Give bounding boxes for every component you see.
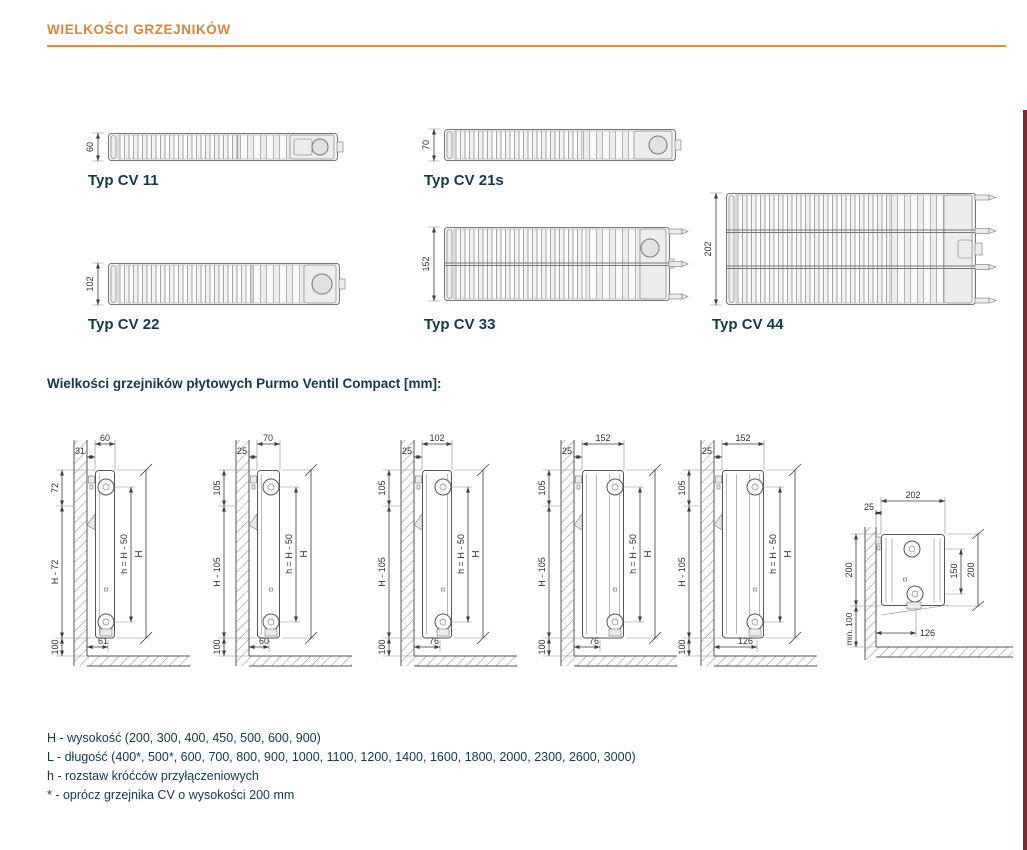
dim-bottom: 76 xyxy=(429,636,440,646)
cv33-pipe-stubs xyxy=(669,229,688,299)
dim-bottom: 61 xyxy=(98,636,109,646)
note-asterisk: * - oprócz grzejnika CV o wysokości 200 mm xyxy=(47,788,295,802)
dim-right-outer: 200 xyxy=(966,562,976,578)
cv21s-depth-dim: 70 xyxy=(421,139,431,151)
dim-gap: 25 xyxy=(401,446,412,456)
cv22-depth-dim: 102 xyxy=(85,276,95,292)
dim-gap: 31 xyxy=(74,446,85,456)
dim-left-bottom: 100 xyxy=(537,639,547,655)
note-connection-spacing: h - rozstaw króćców przyłączeniowych xyxy=(47,769,259,783)
dim-H: H xyxy=(783,550,794,558)
cv11-label: Typ CV 11 xyxy=(88,172,159,189)
dim-bottom: 76 xyxy=(589,636,600,646)
dim-left-top: 105 xyxy=(677,480,687,496)
cv11-connector-stub xyxy=(337,142,343,152)
dim-left-top: 105 xyxy=(212,480,222,496)
cv22-top-view-drawing xyxy=(82,256,348,312)
side-view-diagram-cv11 xyxy=(48,430,180,670)
dim-left-bottom: 100 xyxy=(677,639,687,655)
dim-depth: 152 xyxy=(735,433,751,443)
dim-left-mid: H - 72 xyxy=(50,559,60,585)
dim-depth: 60 xyxy=(99,433,111,443)
section-heading: Wielkości grzejników płytowych Purmo Ventil Compact [mm]: xyxy=(47,376,442,391)
dim-left-top: 200 xyxy=(844,562,854,578)
note-length: L - długość (400*, 500*, 600, 700, 800, 900, 1000, 1100, 1200, 1400, 1600, 1800, 2000, 2300, 2600, 3000) xyxy=(47,750,636,764)
dim-left-bottom: 100 xyxy=(377,639,387,655)
dim-gap: 25 xyxy=(561,446,572,456)
cv33-top-view-drawing xyxy=(418,220,690,312)
legend-notes xyxy=(47,729,636,805)
dim-left-top: 72 xyxy=(50,482,60,494)
dim-h: h = H - 50 xyxy=(284,534,294,574)
cv22-label: Typ CV 22 xyxy=(88,316,160,333)
cv11-top-view-drawing xyxy=(82,126,344,172)
corner-view-diagram xyxy=(845,463,1025,668)
dim-left-bottom: 100 xyxy=(212,639,222,655)
cv33-depth-dim: 152 xyxy=(421,256,431,272)
dim-H: H xyxy=(134,550,145,558)
dim-right-inner: 150 xyxy=(949,563,959,579)
cv21s-connector-stub xyxy=(675,140,681,150)
dim-H: H xyxy=(471,550,482,558)
dim-left-bottom: 100 xyxy=(50,639,60,655)
dim-gap: 25 xyxy=(863,502,874,512)
cv44-depth-dim: 202 xyxy=(703,241,713,257)
note-height: H - wysokość (200, 300, 400, 450, 500, 600, 900) xyxy=(47,731,321,745)
dim-left-mid: H - 105 xyxy=(537,557,547,587)
cv11-depth-dim: 60 xyxy=(85,141,95,153)
cv21s-top-view-drawing xyxy=(418,122,684,172)
dim-gap: 25 xyxy=(701,446,712,456)
side-view-diagram-cv33b xyxy=(675,430,807,670)
dim-h: h = H - 50 xyxy=(628,534,638,574)
dim-depth: 70 xyxy=(262,433,274,443)
dim-h: h = H - 50 xyxy=(119,534,129,574)
dim-left-top: 105 xyxy=(377,480,387,496)
dim-h: h = H - 50 xyxy=(768,534,778,574)
dim-H: H xyxy=(643,550,654,558)
dim-left-bottom: min. 100 xyxy=(844,612,854,646)
dim-gap: 25 xyxy=(236,446,247,456)
dim-bottom: 60 xyxy=(259,636,270,646)
side-view-diagram-cv33 xyxy=(535,430,667,670)
title-underline xyxy=(47,45,1006,47)
cv21s-label: Typ CV 21s xyxy=(424,172,504,189)
cv22-connector-stub xyxy=(339,279,345,289)
dim-bottom: 126 xyxy=(920,628,936,638)
dim-left-mid: H - 105 xyxy=(377,557,387,587)
dim-depth: 102 xyxy=(429,433,445,443)
dim-depth: 152 xyxy=(595,433,611,443)
dim-bottom: 126 xyxy=(738,636,754,646)
page-title: WIELKOŚCI GRZEJNIKÓW xyxy=(47,22,231,37)
cv44-label: Typ CV 44 xyxy=(712,316,784,333)
dim-H: H xyxy=(299,550,310,558)
side-view-diagram-cv21s xyxy=(210,430,342,670)
dim-left-top: 105 xyxy=(537,480,547,496)
cv44-top-view-drawing xyxy=(700,186,1000,314)
dim-depth: 202 xyxy=(905,490,921,500)
dim-left-mid: H - 105 xyxy=(212,557,222,587)
cv33-label: Typ CV 33 xyxy=(424,316,496,333)
side-view-diagram-cv22 xyxy=(375,430,507,670)
dim-left-mid: H - 105 xyxy=(677,557,687,587)
dim-h: h = H - 50 xyxy=(456,534,466,574)
